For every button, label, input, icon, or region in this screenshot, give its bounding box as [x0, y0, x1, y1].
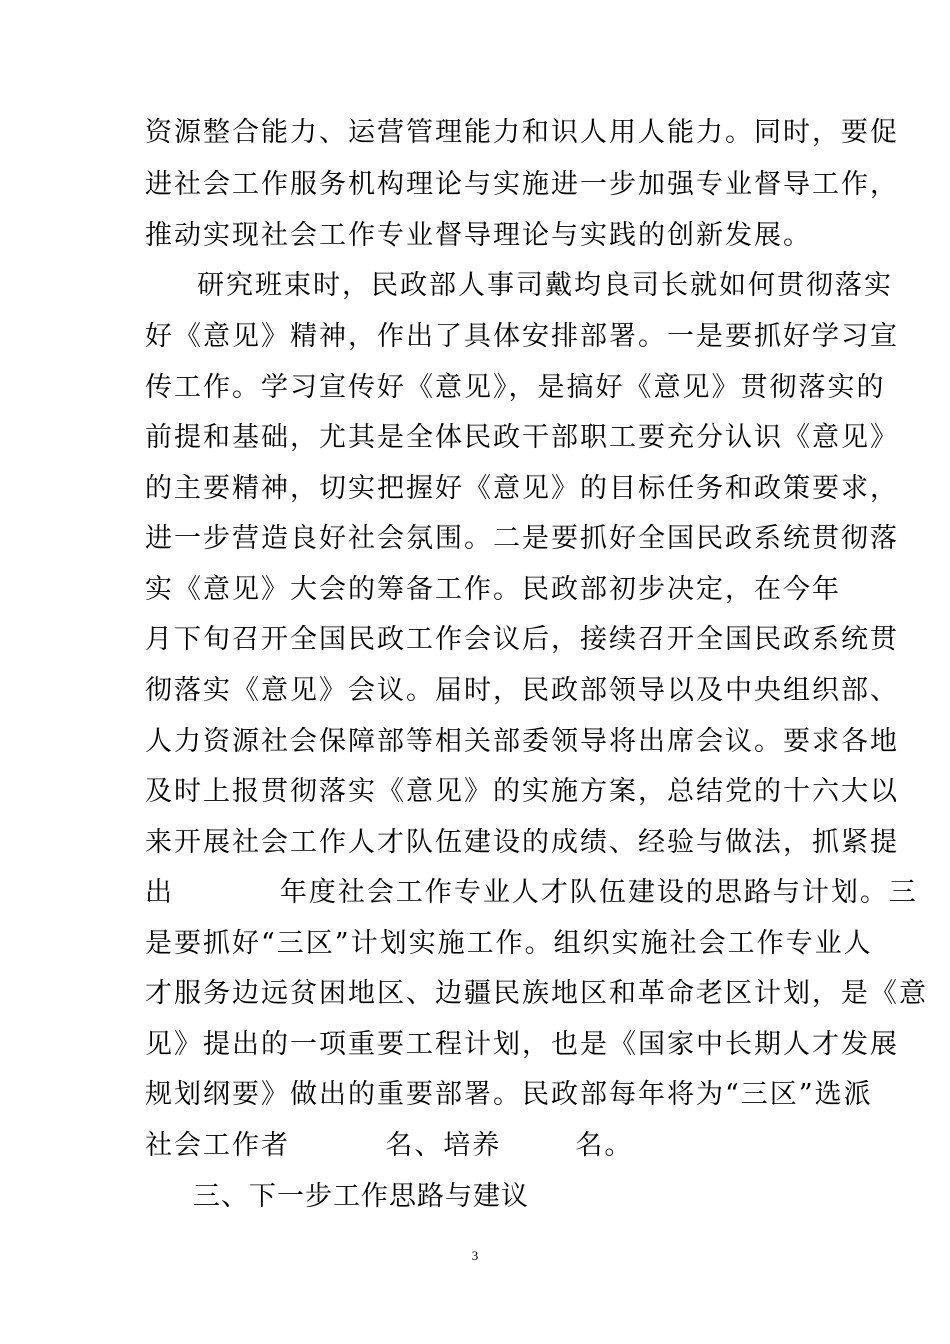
text-line: 的主要精神，切实把握好《意见》的目标任务和政策要求，: [145, 473, 899, 504]
text-line: 资源整合能力、运营管理能力和识人用人能力。同时，要促: [145, 117, 899, 148]
text-line: 见》提出的一项重要工程计划，也是《国家中长期人才发展: [145, 1029, 899, 1060]
text-line: 进社会工作服务机构理论与实施进一步加强专业督导工作，: [145, 169, 899, 200]
text-line: 传工作。学习宣传好《意见》，是搞好《意见》贯彻落实的: [145, 372, 886, 403]
text-line: 好《意见》精神，作出了具体安排部署。一是要抓好学习宣: [145, 321, 899, 352]
text-line: 是要抓好“三区”计划实施工作。组织实施社会工作专业人: [145, 928, 873, 959]
text-line: 推动实现社会工作专业督导理论与实践的创新发展。: [145, 220, 812, 251]
text-line: 研究班束时，民政部人事司戴均良司长就如何贯彻落实: [197, 270, 893, 301]
text-line: 月下旬召开全国民政工作会议后，接续召开全国民政系统贯: [145, 624, 899, 655]
text-line: 才服务边远贫困地区、边疆民族地区和革命老区计划，是《意: [145, 978, 928, 1009]
text-line: 社会工作者 名、培养 名。: [145, 1130, 634, 1161]
text-line: 进一步营造良好社会氛围。二是要抓好全国民政系统贯彻落: [145, 523, 899, 554]
text-line: 人力资源社会保障部等相关部委领导将出席会议。要求各地: [145, 726, 899, 757]
text-line: 来开展社会工作人才队伍建设的成绩、经验与做法，抓紧提: [145, 827, 899, 858]
text-line: 及时上报贯彻落实《意见》的实施方案，总结党的十六大以: [145, 776, 899, 807]
text-line: 规划纲要》做出的重要部署。民政部每年将为“三区”选派: [145, 1079, 873, 1110]
section-heading: 三、下一步工作思路与建议: [193, 1181, 529, 1212]
text-line: 彻落实《意见》会议。届时，民政部领导以及中央组织部、: [145, 675, 899, 706]
page-number: 3: [471, 1248, 479, 1263]
text-line: 实《意见》大会的筹备工作。民政部初步决定，在今年: [145, 574, 841, 605]
text-line: 出 年度社会工作专业人才队伍建设的思路与计划。三: [145, 877, 918, 908]
text-line: 前提和基础，尤其是全体民政干部职工要充分认识《意见》: [145, 422, 899, 453]
